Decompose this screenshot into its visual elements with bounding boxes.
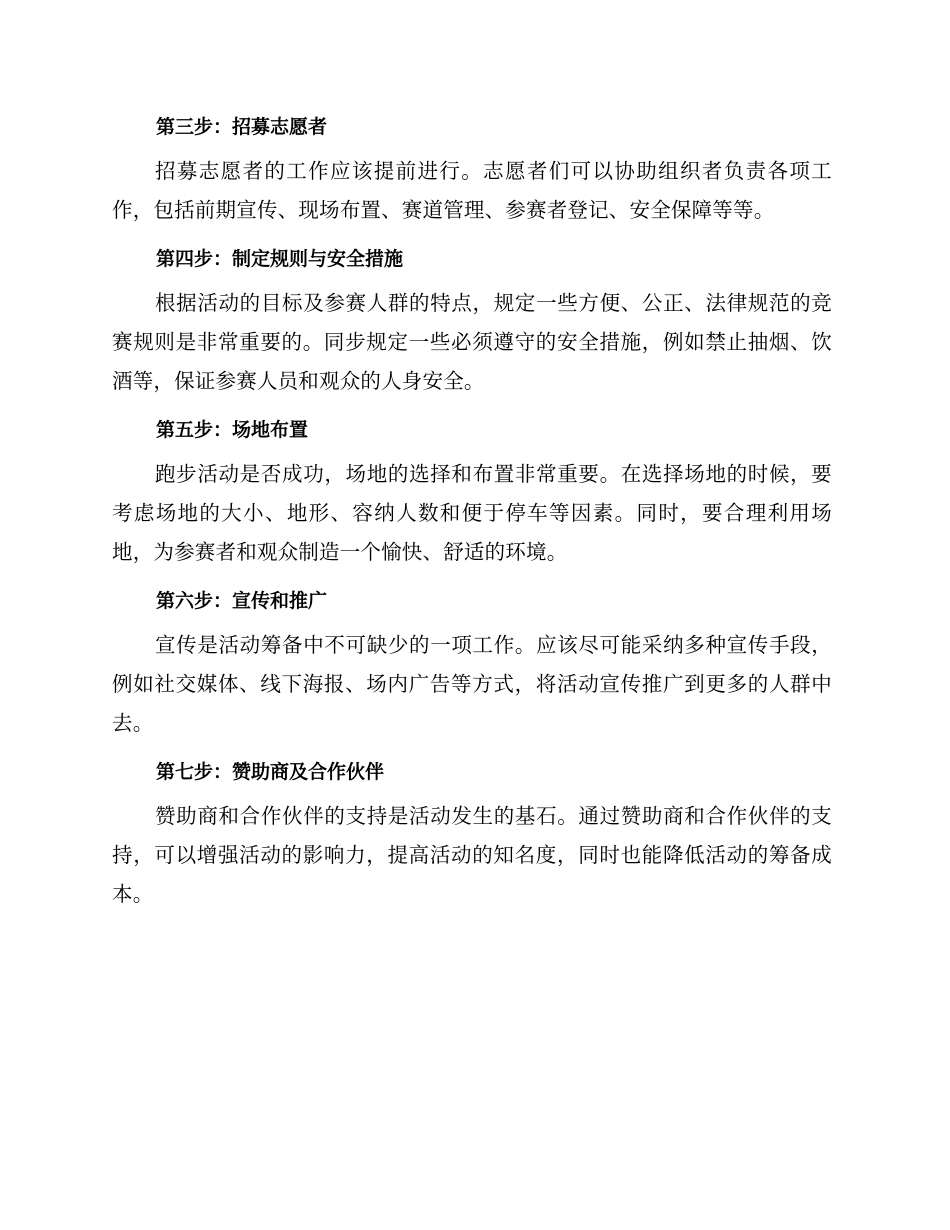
section-heading: 第三步：招募志愿者 xyxy=(156,116,328,138)
section-paragraph: 宣传是活动筹备中不可缺少的一项工作。应该尽可能采纳多种宣传手段，例如社交媒体、线下海报、场内广告等方式，将活动宣传推广到更多的人群中去。 xyxy=(112,633,832,735)
section-step-4 xyxy=(112,240,832,401)
section-heading: 第七步：赞助商及合作伙伴 xyxy=(156,761,385,783)
document-content xyxy=(112,108,832,924)
section-heading: 第四步：制定规则与安全措施 xyxy=(156,248,404,270)
section-paragraph: 赞助商和合作伙伴的支持是活动发生的基石。通过赞助商和合作伙伴的支持，可以增强活动的影响力，提高活动的知名度，同时也能降低活动的筹备成本。 xyxy=(112,804,832,906)
section-heading: 第六步：宣传和推广 xyxy=(156,590,328,612)
section-paragraph: 招募志愿者的工作应该提前进行。志愿者们可以协助组织者负责各项工作，包括前期宣传、现场布置、赛道管理、参赛者登记、安全保障等等。 xyxy=(112,159,832,222)
section-step-7 xyxy=(112,753,832,914)
section-heading: 第五步：场地布置 xyxy=(156,419,309,441)
section-paragraph: 根据活动的目标及参赛人群的特点，规定一些方便、公正、法律规范的竞赛规则是非常重要的。同步规定一些必须遵守的安全措施，例如禁止抽烟、饮酒等，保证参赛人员和观众的人身安全。 xyxy=(112,291,832,393)
section-step-3 xyxy=(112,108,832,230)
section-paragraph: 跑步活动是否成功，场地的选择和布置非常重要。在选择场地的时候，要考虑场地的大小、地形、容纳人数和便于停车等因素。同时，要合理利用场地，为参赛者和观众制造一个愉快、舒适的环境。 xyxy=(112,462,832,564)
section-step-5 xyxy=(112,411,832,572)
section-step-6 xyxy=(112,582,832,743)
